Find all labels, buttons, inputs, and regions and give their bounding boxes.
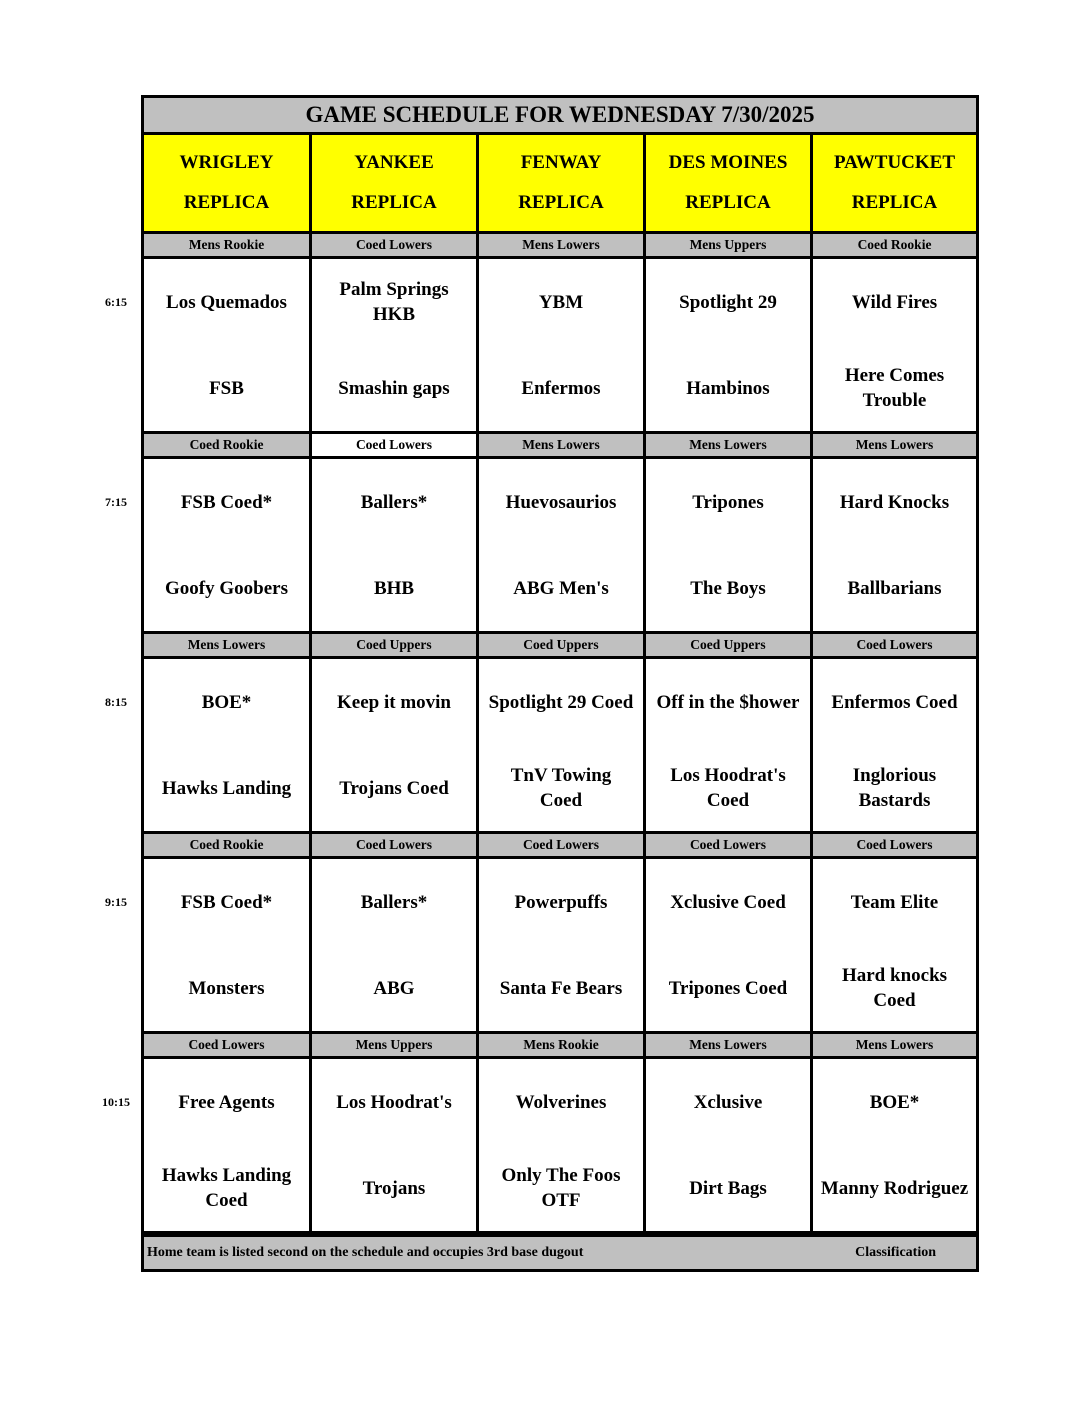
game-cell	[646, 1059, 813, 1231]
home-team: Manny Rodriguez	[820, 1177, 969, 1199]
time-slot-label: 8:15	[105, 695, 127, 709]
away-team: Wild Fires	[851, 291, 938, 313]
venue-name: PAWTUCKET	[833, 152, 956, 174]
game-cell	[646, 659, 813, 831]
venue-subtitle: REPLICA	[183, 191, 270, 213]
schedule-title: GAME SCHEDULE FOR WEDNESDAY 7/30/2025	[144, 98, 976, 132]
game-row	[144, 459, 976, 631]
footer-legend: Classification	[855, 1245, 936, 1260]
home-team: Monsters	[188, 977, 265, 999]
home-team: Hawks Landing Coed	[161, 1165, 292, 1211]
time-slot-label: 7:15	[105, 495, 127, 509]
game-row	[144, 659, 976, 831]
away-team: Team Elite	[850, 891, 939, 913]
footer-note: Home team is listed second on the schedule and occupies 3rd base dugout	[147, 1245, 584, 1260]
venue-header	[144, 135, 312, 231]
home-team: Hard knocks Coed	[841, 965, 948, 1011]
venue-header	[312, 135, 479, 231]
game-cell	[813, 259, 976, 431]
away-team: Off in the $hower	[656, 691, 800, 713]
division-label: Mens Uppers	[312, 1034, 479, 1056]
division-row	[144, 634, 976, 656]
division-label: Mens Lowers	[646, 1034, 813, 1056]
division-label: Mens Lowers	[144, 634, 312, 656]
away-team: Xclusive	[693, 1091, 763, 1113]
game-cell	[312, 459, 479, 631]
home-team: Enfermos	[521, 377, 601, 399]
time-slot-label: 9:15	[105, 895, 127, 909]
division-label: Coed Rookie	[813, 234, 976, 256]
game-cell	[144, 1059, 312, 1231]
game-cell	[144, 259, 312, 431]
away-team: Huevosaurios	[505, 491, 617, 513]
division-label: Mens Lowers	[646, 434, 813, 456]
venue-name: DES MOINES	[668, 152, 788, 174]
home-team: ABG Men's	[513, 577, 609, 599]
division-label: Coed Lowers	[144, 1034, 312, 1056]
game-cell	[312, 259, 479, 431]
home-team: TnV Towing Coed	[510, 765, 612, 811]
division-label: Coed Uppers	[312, 634, 479, 656]
away-team: YBM	[538, 291, 584, 313]
division-label: Coed Lowers	[312, 234, 479, 256]
time-slot-label: 6:15	[105, 295, 127, 309]
division-label: Coed Rookie	[144, 834, 312, 856]
division-label: Coed Lowers	[813, 834, 976, 856]
home-team: Hambinos	[686, 377, 770, 399]
division-label: Mens Lowers	[479, 434, 646, 456]
away-team: Palm Springs HKB	[339, 279, 449, 325]
game-cell	[646, 259, 813, 431]
game-cell	[144, 859, 312, 1031]
game-cell	[479, 259, 646, 431]
game-cell	[813, 1059, 976, 1231]
away-team: Spotlight 29	[679, 291, 777, 313]
division-row	[144, 234, 976, 256]
away-team: Xclusive Coed	[670, 891, 786, 913]
away-team: Keep it movin	[337, 691, 451, 713]
home-team: BHB	[373, 577, 415, 599]
division-row	[144, 1034, 976, 1056]
away-team: FSB Coed*	[180, 491, 273, 513]
home-team: Here Comes Trouble	[844, 365, 945, 411]
venue-subtitle: REPLICA	[351, 191, 437, 213]
away-team: Los Hoodrat's	[336, 1091, 452, 1113]
home-team: Los Hoodrat's Coed	[670, 765, 786, 811]
venue-header	[813, 135, 976, 231]
away-team: Enfermos Coed	[831, 691, 958, 713]
division-row	[144, 834, 976, 856]
footer-row	[144, 1237, 976, 1269]
home-team: Inglorious Bastards	[852, 765, 937, 811]
away-team: Tripones	[692, 491, 764, 513]
venue-header	[479, 135, 646, 231]
game-cell	[144, 659, 312, 831]
division-label: Mens Rookie	[144, 234, 312, 256]
game-cell	[813, 659, 976, 831]
game-cell	[479, 859, 646, 1031]
venue-name: FENWAY	[520, 152, 602, 174]
division-label: Coed Rookie	[144, 434, 312, 456]
division-label: Mens Lowers	[813, 434, 976, 456]
venue-name: YANKEE	[354, 152, 434, 174]
division-label: Mens Lowers	[479, 234, 646, 256]
division-label: Coed Lowers	[312, 434, 479, 456]
game-cell	[144, 459, 312, 631]
division-label: Coed Lowers	[646, 834, 813, 856]
home-team: Smashin gaps	[338, 377, 450, 399]
game-cell	[312, 859, 479, 1031]
game-cell	[813, 859, 976, 1031]
away-team: Spotlight 29 Coed	[488, 691, 634, 713]
away-team: Hard Knocks	[839, 491, 950, 513]
home-team: Ballbarians	[847, 577, 942, 599]
division-label: Mens Uppers	[646, 234, 813, 256]
away-team: BOE*	[869, 1091, 920, 1113]
venue-subtitle: REPLICA	[518, 191, 604, 213]
division-label: Coed Lowers	[813, 634, 976, 656]
home-team: FSB	[209, 377, 244, 399]
away-team: Ballers*	[360, 491, 428, 513]
home-team: Santa Fe Bears	[499, 977, 623, 999]
home-team: Goofy Goobers	[165, 577, 288, 599]
game-cell	[479, 659, 646, 831]
home-team: Hawks Landing	[161, 777, 292, 799]
division-label: Mens Rookie	[479, 1034, 646, 1056]
division-label: Coed Lowers	[479, 834, 646, 856]
division-label: Coed Uppers	[646, 634, 813, 656]
home-team: Trojans Coed	[339, 777, 449, 799]
venue-header	[646, 135, 813, 231]
home-team: The Boys	[690, 577, 766, 599]
venue-name: WRIGLEY	[179, 152, 274, 174]
game-row	[144, 259, 976, 431]
division-label: Coed Lowers	[312, 834, 479, 856]
away-team: Powerpuffs	[514, 891, 608, 913]
away-team: Los Quemados	[166, 291, 287, 313]
division-label: Coed Uppers	[479, 634, 646, 656]
game-row	[144, 859, 976, 1031]
game-cell	[479, 1059, 646, 1231]
time-slot-label: 10:15	[102, 1095, 130, 1109]
game-cell	[312, 1059, 479, 1231]
home-team: ABG	[373, 977, 415, 999]
away-team: Ballers*	[360, 891, 428, 913]
division-row	[144, 434, 976, 456]
schedule-table	[141, 95, 979, 1272]
game-cell	[646, 459, 813, 631]
venue-header-row	[144, 135, 976, 231]
venue-subtitle: REPLICA	[685, 191, 771, 213]
division-label: Mens Lowers	[813, 1034, 976, 1056]
away-team: FSB Coed*	[180, 891, 273, 913]
home-team: Trojans	[362, 1177, 426, 1199]
game-row	[144, 1059, 976, 1231]
venue-subtitle: REPLICA	[851, 191, 938, 213]
away-team: Wolverines	[515, 1091, 607, 1113]
game-cell	[479, 459, 646, 631]
game-cell	[646, 859, 813, 1031]
away-team: Free Agents	[178, 1091, 275, 1113]
home-team: Only The Foos OTF	[501, 1165, 621, 1211]
home-team: Dirt Bags	[689, 1177, 767, 1199]
home-team: Tripones Coed	[668, 977, 788, 999]
away-team: BOE*	[201, 691, 252, 713]
game-cell	[312, 659, 479, 831]
game-cell	[813, 459, 976, 631]
